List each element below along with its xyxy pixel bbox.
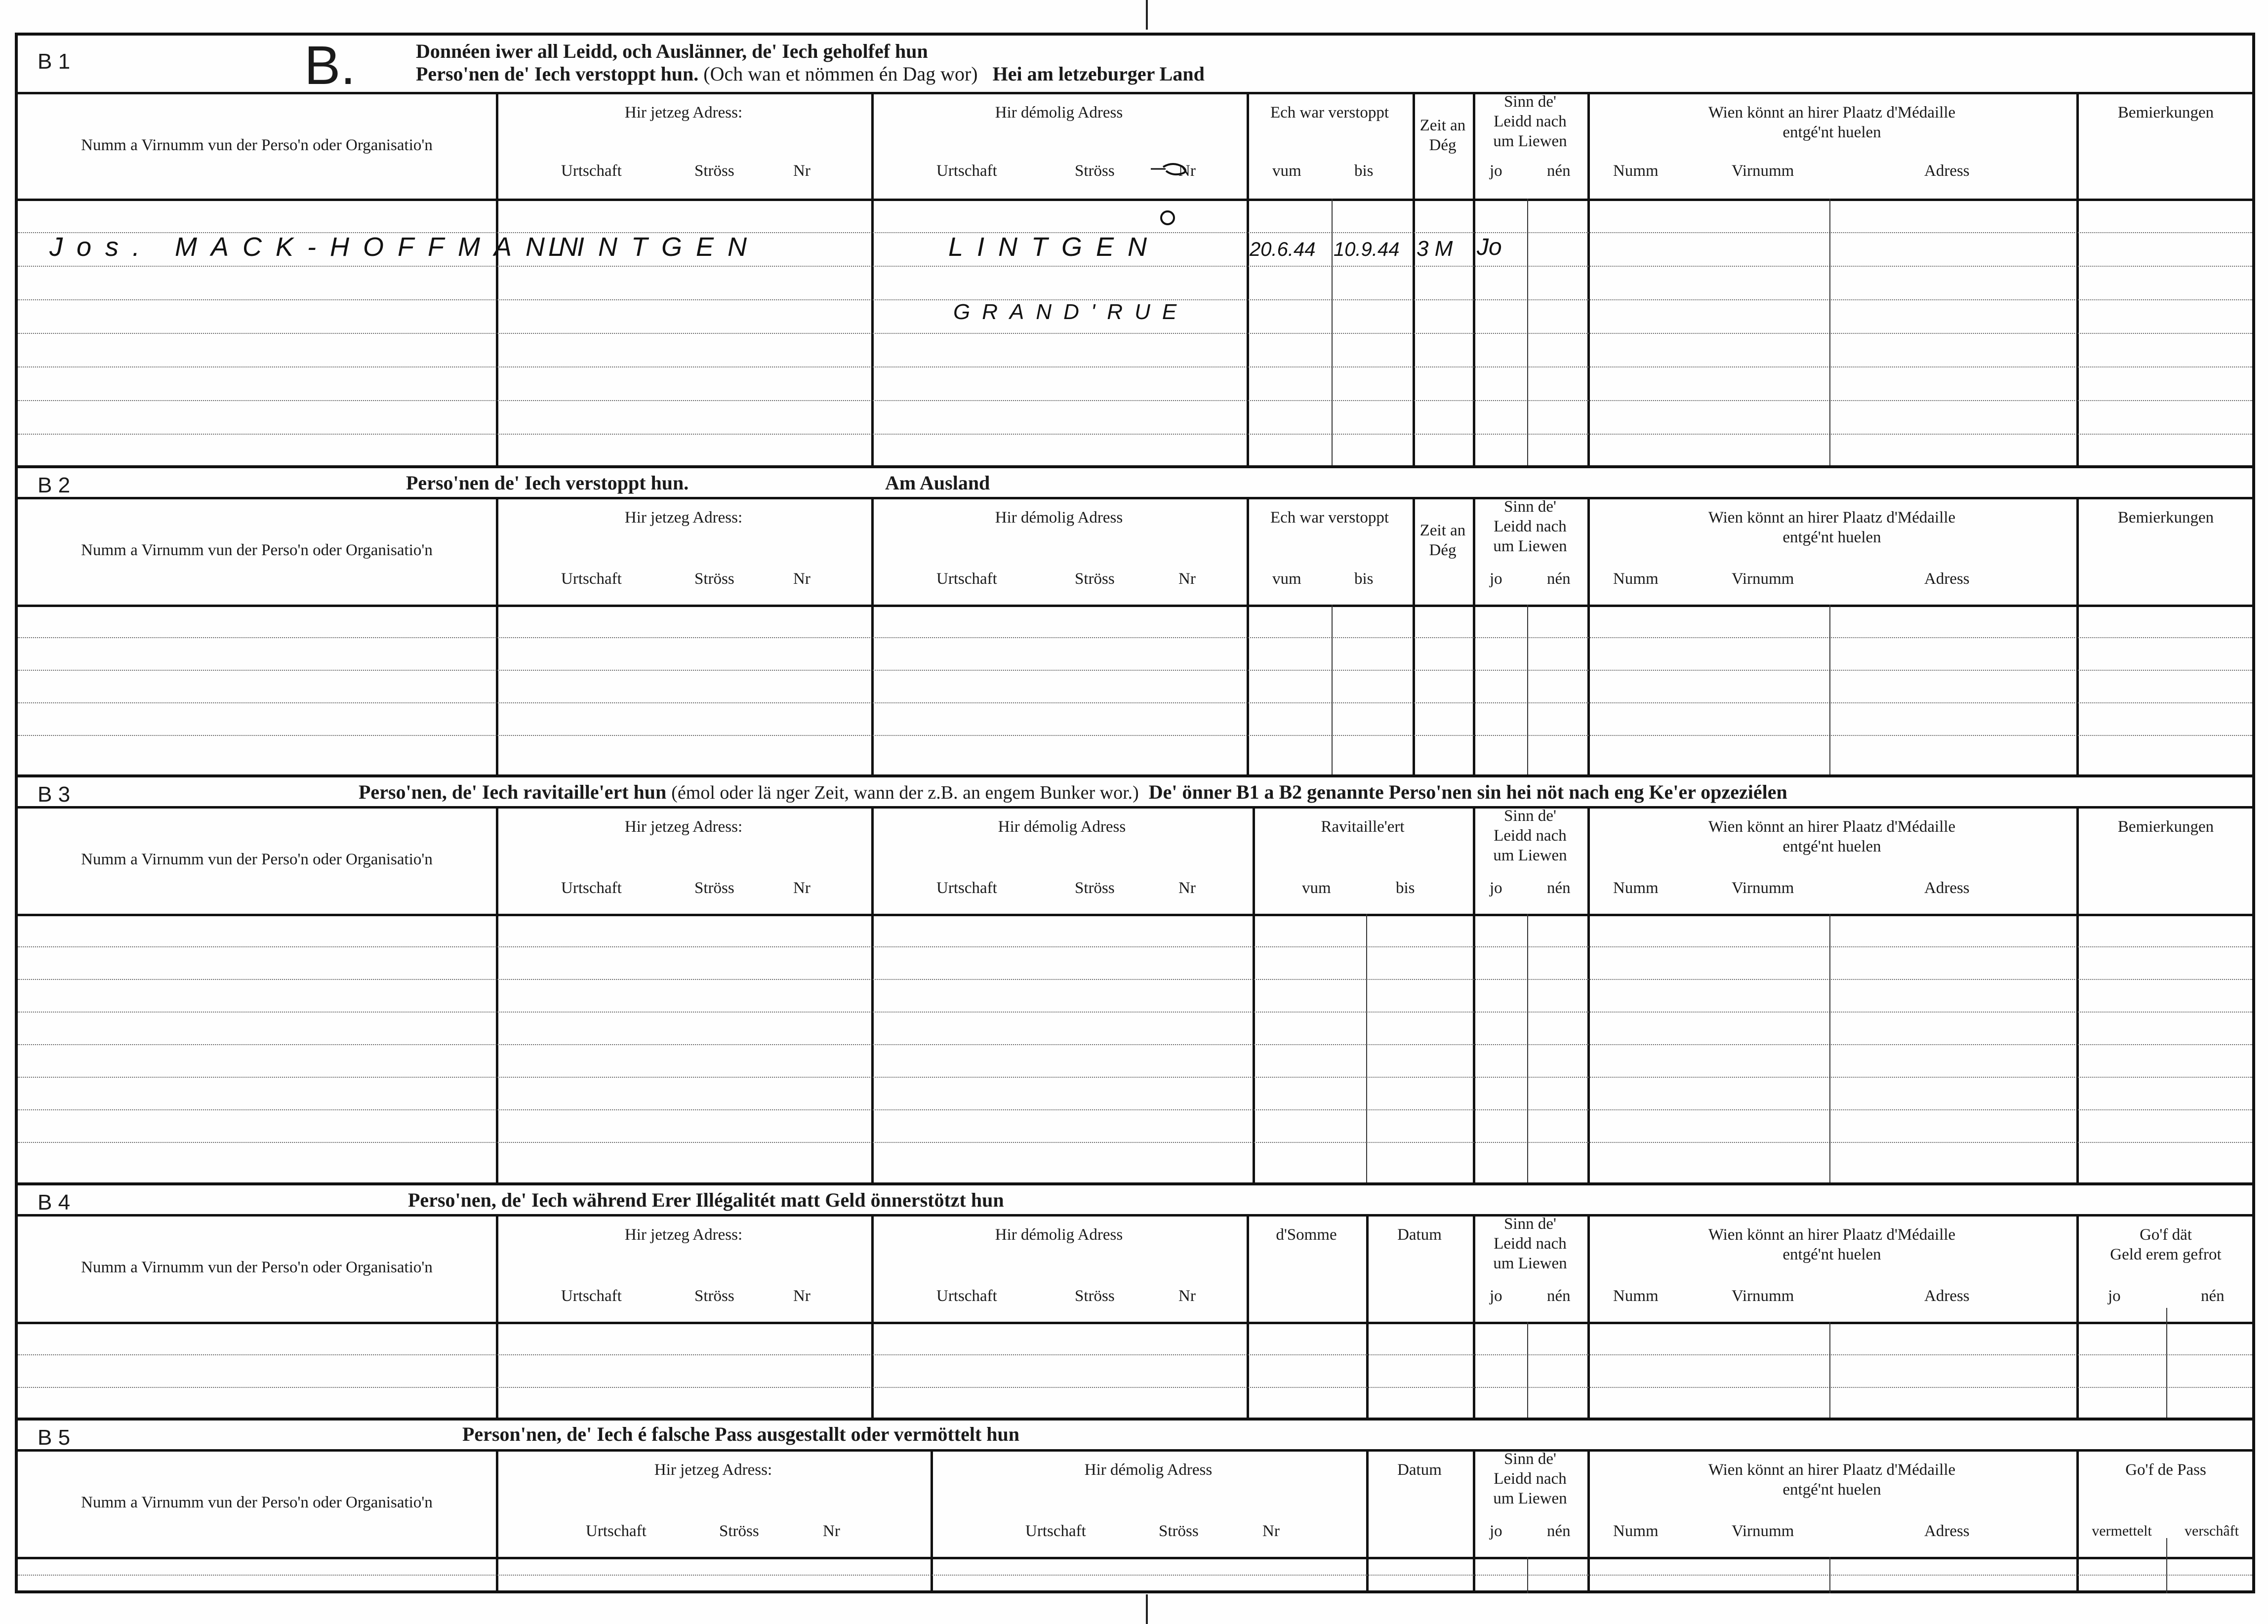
section-b3-title-c: De' önner B1 a B2 genannte Perso'nen sin hei nöt nach eng Ke'er opzeziélen [1148, 781, 1787, 803]
b2-header-hidden: Ech war verstoppt [1270, 509, 1389, 527]
b5-header-former-nr: Nr [1262, 1522, 1280, 1540]
header-alive-1: Sinn de' [1504, 93, 1556, 111]
header-virnumm: Virnumm [1732, 162, 1794, 180]
b4-header-jo: jo [1490, 1287, 1502, 1305]
section-b3-title [359, 780, 1787, 804]
header-numm: Numm [1613, 162, 1659, 180]
b5-header-datum: Datum [1397, 1461, 1442, 1479]
b2-header-zeit: Zeit an Dég [1419, 522, 1466, 559]
b5-header-nr: Nr [823, 1522, 840, 1540]
b5-header-vermettelt: vermettelt [2092, 1523, 2152, 1539]
b3-header-vum: vum [1302, 879, 1331, 897]
b4-header-name: Numm a Virnumm vun der Perso'n oder Organisatio'n [81, 1259, 433, 1276]
b3-header-bis: bis [1396, 879, 1415, 897]
b2-header-adress: Adress [1924, 570, 1970, 588]
section-b2 [18, 468, 2252, 774]
entry-former-town: LINTGEN [948, 232, 1161, 262]
b4-header-datum: Datum [1397, 1226, 1442, 1244]
b5-header-urtschaft: Urtschaft [586, 1522, 647, 1540]
header-vum: vum [1272, 162, 1301, 180]
section-b5-header [18, 1449, 2252, 1559]
b5-header-alive-3: um Liewen [1493, 1490, 1567, 1507]
header-nr: Nr [793, 162, 810, 180]
b5-header-name: Numm a Virnumm vun der Perso'n oder Organisatio'n [81, 1494, 433, 1511]
section-b1-title-2a: Perso'nen de' Iech verstoppt hun. [416, 63, 699, 85]
b5-header-verschaft: verschâft [2185, 1523, 2239, 1539]
header-name: Numm a Virnumm vun der Perso'n oder Organisatio'n [81, 136, 433, 154]
entry-current-town: LINTGEN [548, 232, 761, 262]
section-b4-header [18, 1214, 2252, 1324]
b3-header-alive-1: Sinn de' [1504, 807, 1556, 825]
section-b1-header [18, 92, 2252, 201]
b4-header-urtschaft: Urtschaft [561, 1287, 622, 1305]
b4-header-former-urtschaft: Urtschaft [936, 1287, 997, 1305]
section-b1-title-1: Donnéen iwer all Leidd, och Auslänner, de' Iech geholfef hun [416, 40, 928, 62]
b5-header-former-address: Hir démolig Adress [1084, 1461, 1213, 1479]
section-b3-title-a: Perso'nen, de' Iech ravitaille'ert hun [359, 781, 667, 803]
b3-header-former-urtschaft: Urtschaft [936, 879, 997, 897]
b5-header-adress: Adress [1924, 1522, 1970, 1540]
header-hidden: Ech war verstoppt [1270, 104, 1389, 122]
header-alive-3: um Liewen [1493, 132, 1567, 150]
b4-header-alive-2: Leidd nach [1494, 1235, 1567, 1253]
b5-header-pass-given: Go'f de Pass [2125, 1461, 2206, 1479]
b4-header-alive-3: um Liewen [1493, 1255, 1567, 1272]
b2-header-urtschaft: Urtschaft [561, 570, 622, 588]
entry-to: 10.9.44 [1334, 239, 1400, 260]
b3-header-alive-2: Leidd nach [1494, 827, 1567, 845]
b4-header-former-nr: Nr [1178, 1287, 1196, 1305]
form-letter-b: B. [304, 35, 356, 96]
section-b4 [18, 1185, 2252, 1418]
b2-header-nr: Nr [793, 570, 810, 588]
section-b5-title: Person'nen, de' Iech é falsche Pass ausgestallt oder vermöttelt hun [462, 1423, 1020, 1445]
b3-header-supplied: Ravitaille'ert [1321, 818, 1405, 836]
b4-header-former-stross: Ströss [1075, 1287, 1115, 1305]
b4-header-nen: nén [1547, 1287, 1571, 1305]
b3-header-medal-1: Wien könnt an hirer Plaatz d'Médaille [1708, 818, 1956, 836]
b2-header-alive-3: um Liewen [1493, 537, 1567, 555]
section-b1-code: B 1 [38, 49, 71, 74]
header-current-address: Hir jetzeg Adress: [624, 104, 743, 122]
b3-header-former-address: Hir démolig Adress [998, 818, 1126, 836]
b2-header-jo: jo [1490, 570, 1502, 588]
b2-header-former-stross: Ströss [1075, 570, 1115, 588]
b3-header-remarks: Bemierkungen [2117, 818, 2214, 836]
b4-header-money-back-1: Go'f dät [2140, 1226, 2192, 1244]
section-b4-code: B 4 [38, 1190, 71, 1215]
header-urtschaft: Urtschaft [561, 162, 622, 180]
b3-header-numm: Numm [1613, 879, 1659, 897]
entry-name: Jos. MACK-HOFFMANN [49, 232, 592, 262]
b4-header-money-back-2: Geld erem gefrot [2110, 1246, 2222, 1263]
section-b1 [18, 36, 2252, 465]
section-b1-body [18, 199, 2252, 465]
header-bis: bis [1354, 162, 1374, 180]
section-b4-title: Perso'nen, de' Iech während Erer Illégalitét matt Geld önnerstötzt hun [408, 1189, 1004, 1211]
b2-header-former-urtschaft: Urtschaft [936, 570, 997, 588]
b2-header-alive-2: Leidd nach [1494, 518, 1567, 535]
b5-header-former-urtschaft: Urtschaft [1025, 1522, 1086, 1540]
b3-header-former-stross: Ströss [1075, 879, 1115, 897]
section-b2-title-tail: Am Ausland [885, 472, 990, 494]
b5-header-jo: jo [1490, 1522, 1502, 1540]
b5-header-medal-1: Wien könnt an hirer Plaatz d'Médaille [1708, 1461, 1956, 1479]
header-former-nr: Nr [1178, 162, 1196, 180]
b2-header-medal-1: Wien könnt an hirer Plaatz d'Médaille [1708, 509, 1956, 527]
section-b1-title-2c: Hei am letzeburger Land [992, 63, 1205, 85]
b2-header-former-address: Hir démolig Adress [995, 509, 1123, 527]
section-b3-body [18, 914, 2252, 1182]
b2-header-current-address: Hir jetzeg Adress: [624, 509, 743, 527]
b2-header-remarks: Bemierkungen [2117, 509, 2214, 527]
b4-header-virnumm: Virnumm [1732, 1287, 1794, 1305]
entry-former-street: GRAND'RUE [953, 300, 1189, 324]
section-b2-title: Perso'nen de' Iech verstoppt hun. [406, 472, 689, 494]
b5-header-stross: Ströss [719, 1522, 759, 1540]
section-b2-code: B 2 [38, 473, 71, 497]
b3-header-name: Numm a Virnumm vun der Perso'n oder Organisatio'n [81, 851, 433, 868]
header-former-urtschaft: Urtschaft [936, 162, 997, 180]
b4-header-money-jo: jo [2108, 1287, 2121, 1305]
b4-header-alive-1: Sinn de' [1504, 1215, 1556, 1233]
b3-header-nr: Nr [793, 879, 810, 897]
b3-header-current-address: Hir jetzeg Adress: [624, 818, 743, 836]
b5-header-former-stross: Ströss [1159, 1522, 1199, 1540]
fold-mark-bottom [1146, 1594, 1148, 1624]
section-b3 [18, 777, 2252, 1182]
section-b3-header [18, 806, 2252, 916]
header-stross: Ströss [694, 162, 734, 180]
b4-header-current-address: Hir jetzeg Adress: [624, 1226, 743, 1244]
b3-header-jo: jo [1490, 879, 1502, 897]
b3-header-urtschaft: Urtschaft [561, 879, 622, 897]
header-adress: Adress [1924, 162, 1970, 180]
entry-alive: Jo [1477, 234, 1502, 260]
section-b5-code: B 5 [38, 1425, 71, 1450]
section-b2-bar [18, 468, 2252, 499]
b3-header-medal-2: entgé'nt huelen [1782, 838, 1881, 855]
section-b5-bar [18, 1421, 2252, 1452]
header-former-address: Hir démolig Adress [995, 104, 1123, 122]
b2-header-bis: bis [1354, 570, 1374, 588]
header-medal-1: Wien könnt an hirer Plaatz d'Médaille [1708, 104, 1956, 122]
b2-header-virnumm: Virnumm [1732, 570, 1794, 588]
b3-header-alive-3: um Liewen [1493, 847, 1567, 864]
b2-header-vum: vum [1272, 570, 1301, 588]
header-zeit: Zeit an Dég [1419, 117, 1466, 154]
section-b2-header [18, 497, 2252, 607]
b4-header-numm: Numm [1613, 1287, 1659, 1305]
header-remarks: Bemierkungen [2117, 104, 2214, 122]
b5-header-current-address: Hir jetzeg Adress: [654, 1461, 772, 1479]
header-nen: nén [1547, 162, 1571, 180]
b3-header-former-nr: Nr [1178, 879, 1196, 897]
section-b2-body [18, 605, 2252, 774]
b5-header-alive-2: Leidd nach [1494, 1470, 1567, 1488]
section-b5 [18, 1421, 2252, 1593]
section-b1-title-2b: (Och wan et nömmen én Dag wor) [703, 63, 978, 85]
b2-header-nen: nén [1547, 570, 1571, 588]
b5-header-numm: Numm [1613, 1522, 1659, 1540]
header-jo: jo [1490, 162, 1502, 180]
b2-header-name: Numm a Virnumm vun der Perso'n oder Organisatio'n [81, 541, 433, 559]
b2-header-former-nr: Nr [1178, 570, 1196, 588]
header-former-stross: Ströss [1075, 162, 1115, 180]
b5-header-alive-1: Sinn de' [1504, 1450, 1556, 1468]
section-b4-body [18, 1322, 2252, 1418]
section-b1-title-2 [416, 62, 1205, 85]
b5-header-nen: nén [1547, 1522, 1571, 1540]
b5-header-medal-2: entgé'nt huelen [1782, 1481, 1881, 1499]
b4-header-former-address: Hir démolig Adress [995, 1226, 1123, 1244]
section-b3-title-b: (émol oder lä nger Zeit, wann der z.B. an engem Bunker wor.) [671, 782, 1139, 803]
b4-header-stross: Ströss [694, 1287, 734, 1305]
b3-header-stross: Ströss [694, 879, 734, 897]
form-sheet [15, 33, 2255, 1593]
entry-from: 20.6.44 [1250, 239, 1316, 260]
b5-header-virnumm: Virnumm [1732, 1522, 1794, 1540]
section-b4-bar [18, 1185, 2252, 1217]
b3-header-adress: Adress [1924, 879, 1970, 897]
b4-header-nr: Nr [793, 1287, 810, 1305]
header-alive-2: Leidd nach [1494, 113, 1567, 130]
header-medal-2: entgé'nt huelen [1782, 123, 1881, 141]
b4-header-medal-1: Wien könnt an hirer Plaatz d'Médaille [1708, 1226, 1956, 1244]
b2-header-alive-1: Sinn de' [1504, 498, 1556, 516]
b4-header-adress: Adress [1924, 1287, 1970, 1305]
section-b5-body [18, 1557, 2252, 1593]
b2-header-numm: Numm [1613, 570, 1659, 588]
b2-header-stross: Ströss [694, 570, 734, 588]
b3-header-virnumm: Virnumm [1732, 879, 1794, 897]
fold-mark-top [1146, 0, 1148, 30]
b4-header-money-nen: nén [2201, 1287, 2225, 1305]
entry-duration: 3 M [1417, 237, 1453, 261]
b4-header-medal-2: entgé'nt huelen [1782, 1246, 1881, 1263]
b2-header-medal-2: entgé'nt huelen [1782, 528, 1881, 546]
b3-header-nen: nén [1547, 879, 1571, 897]
section-b3-code: B 3 [38, 782, 71, 807]
b4-header-sum: d'Somme [1276, 1226, 1337, 1244]
